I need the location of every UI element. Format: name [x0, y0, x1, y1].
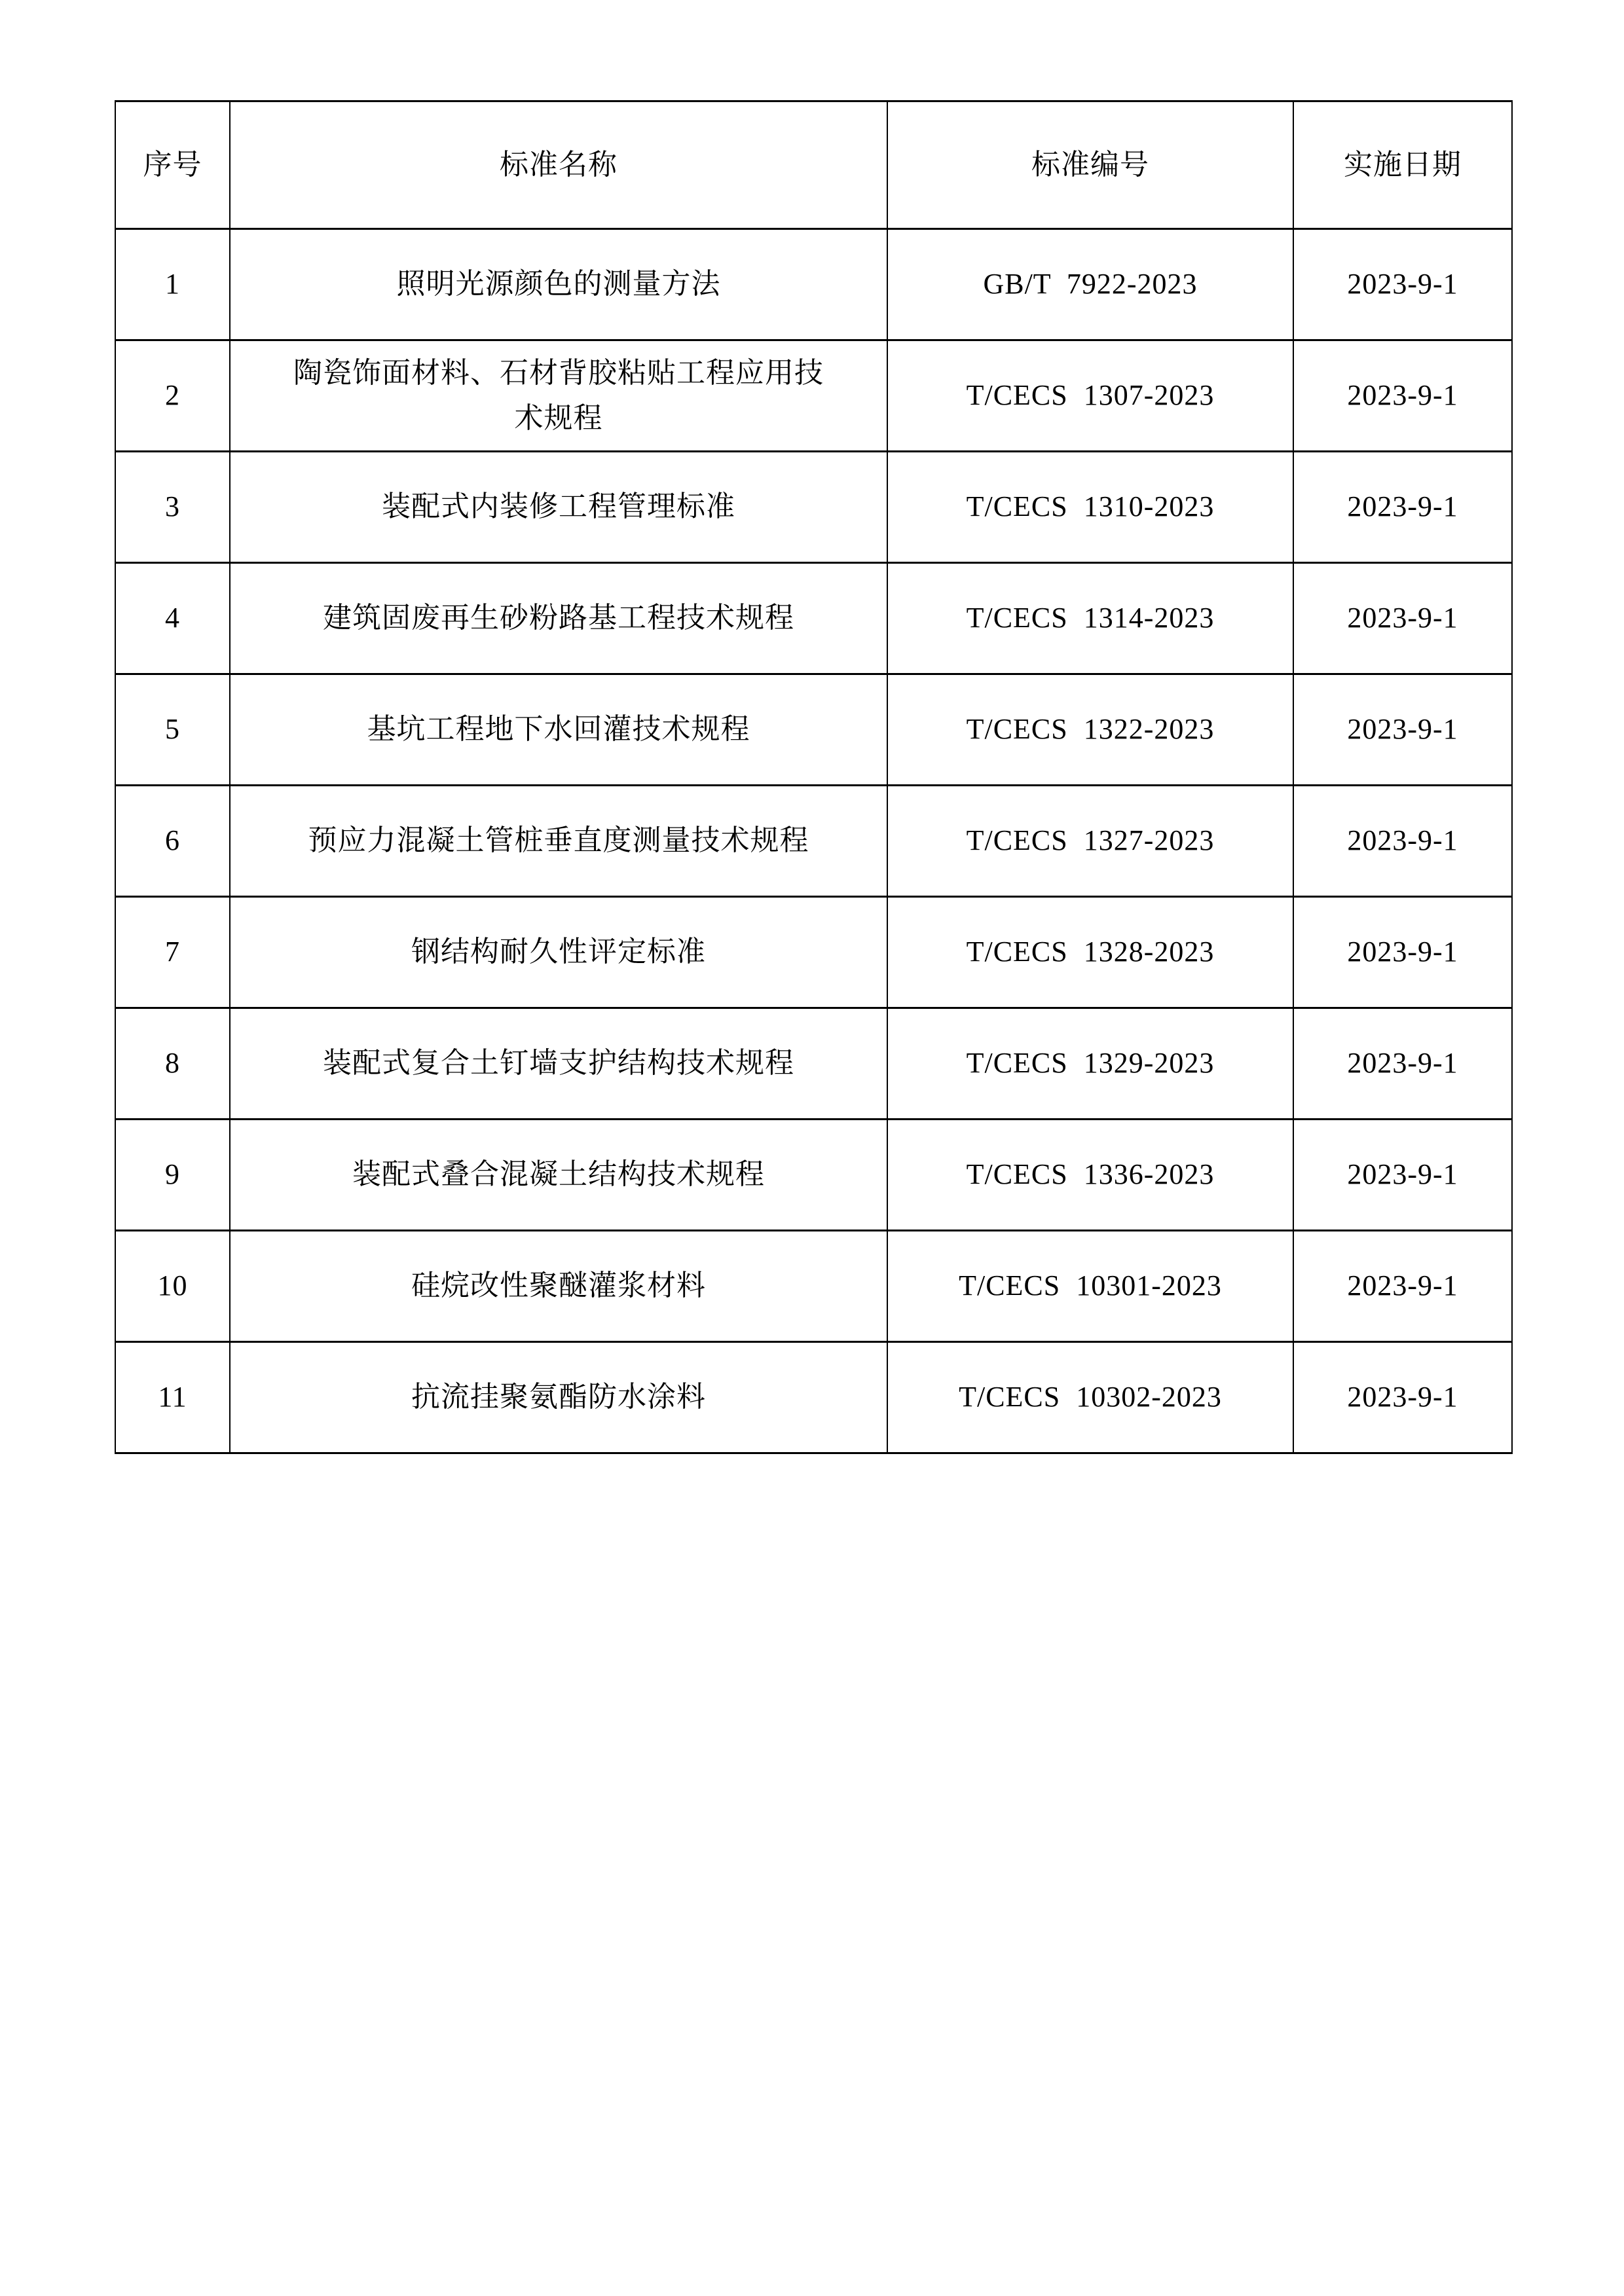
table-row: [115, 1008, 1512, 1120]
standard-code-cell: T/CECS 1328-2023: [887, 897, 1293, 1008]
row-number-cell: 4: [115, 563, 230, 674]
standard-code-cell: T/CECS 1336-2023: [887, 1120, 1293, 1231]
row-number-cell: 10: [115, 1231, 230, 1342]
standard-name-cell: 钢结构耐久性评定标准: [230, 897, 887, 1008]
row-number-cell: 3: [115, 452, 230, 563]
header-implementation-date: 实施日期: [1293, 101, 1512, 229]
implementation-date-cell: 2023-9-1: [1293, 340, 1512, 452]
standard-name-cell: 照明光源颜色的测量方法: [230, 229, 887, 340]
row-number-cell: 7: [115, 897, 230, 1008]
standard-name-cell: 基坑工程地下水回灌技术规程: [230, 674, 887, 786]
implementation-date-cell: 2023-9-1: [1293, 897, 1512, 1008]
standard-code-cell: T/CECS 1329-2023: [887, 1008, 1293, 1120]
standard-code-cell: T/CECS 1310-2023: [887, 452, 1293, 563]
implementation-date-cell: 2023-9-1: [1293, 452, 1512, 563]
table-row: [115, 1120, 1512, 1231]
table-row: [115, 340, 1512, 452]
implementation-date-cell: 2023-9-1: [1293, 786, 1512, 897]
implementation-date-cell: 2023-9-1: [1293, 563, 1512, 674]
row-number-cell: 9: [115, 1120, 230, 1231]
standard-name-cell: 抗流挂聚氨酯防水涂料: [230, 1342, 887, 1453]
header-standard-name: 标准名称: [230, 101, 887, 229]
table-row: [115, 563, 1512, 674]
implementation-date-cell: 2023-9-1: [1293, 1231, 1512, 1342]
table-row: [115, 1231, 1512, 1342]
standard-name-cell: 预应力混凝土管桩垂直度测量技术规程: [230, 786, 887, 897]
table-row: [115, 897, 1512, 1008]
header-serial-number: 序号: [115, 101, 230, 229]
table-row: [115, 1342, 1512, 1453]
table-row: [115, 229, 1512, 340]
implementation-date-cell: 2023-9-1: [1293, 229, 1512, 340]
implementation-date-cell: 2023-9-1: [1293, 1120, 1512, 1231]
implementation-date-cell: 2023-9-1: [1293, 1008, 1512, 1120]
row-number-cell: 5: [115, 674, 230, 786]
row-number-cell: 1: [115, 229, 230, 340]
header-standard-code: 标准编号: [887, 101, 1293, 229]
table-row: [115, 452, 1512, 563]
standard-name-cell: 装配式复合土钉墙支护结构技术规程: [230, 1008, 887, 1120]
standard-code-cell: T/CECS 1327-2023: [887, 786, 1293, 897]
standard-code-cell: GB/T 7922-2023: [887, 229, 1293, 340]
row-number-cell: 6: [115, 786, 230, 897]
standard-name-cell: 建筑固废再生砂粉路基工程技术规程: [230, 563, 887, 674]
row-number-cell: 8: [115, 1008, 230, 1120]
implementation-date-cell: 2023-9-1: [1293, 674, 1512, 786]
standard-name-cell: 装配式内装修工程管理标准: [230, 452, 887, 563]
standard-name-cell: 陶瓷饰面材料、石材背胶粘贴工程应用技术规程: [230, 340, 887, 452]
standard-code-cell: T/CECS 10301-2023: [887, 1231, 1293, 1342]
row-number-cell: 2: [115, 340, 230, 452]
standard-name-cell: 装配式叠合混凝土结构技术规程: [230, 1120, 887, 1231]
standard-code-cell: T/CECS 1307-2023: [887, 340, 1293, 452]
table-header-row: [115, 101, 1512, 229]
standard-code-cell: T/CECS 10302-2023: [887, 1342, 1293, 1453]
table-row: [115, 674, 1512, 786]
table-row: [115, 786, 1512, 897]
standard-code-cell: T/CECS 1314-2023: [887, 563, 1293, 674]
implementation-date-cell: 2023-9-1: [1293, 1342, 1512, 1453]
standards-table: [115, 100, 1513, 1454]
standard-name-cell: 硅烷改性聚醚灌浆材料: [230, 1231, 887, 1342]
standard-code-cell: T/CECS 1322-2023: [887, 674, 1293, 786]
row-number-cell: 11: [115, 1342, 230, 1453]
